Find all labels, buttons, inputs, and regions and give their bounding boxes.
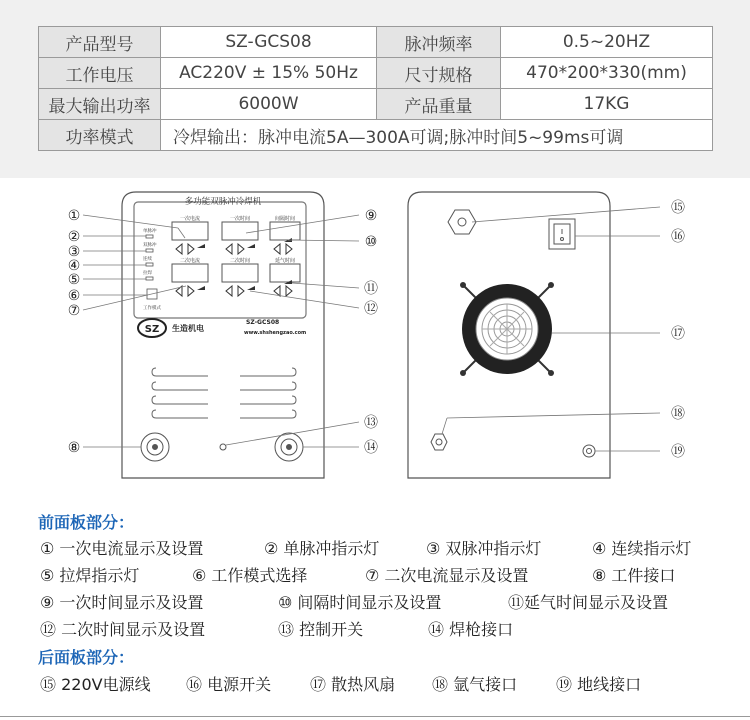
display-primary-current (172, 222, 208, 240)
display-secondary-current (172, 264, 208, 282)
display-label: 二次电流 (179, 258, 201, 264)
spec-row (39, 58, 713, 89)
front-vents (152, 368, 296, 418)
legend-item: ⑮ 220V电源线 (40, 675, 151, 694)
logo-mark: SZ (144, 324, 160, 335)
callout-10: ⑩ (364, 234, 378, 250)
legend-item: ⑭ 焊枪接口 (428, 620, 514, 639)
legend-item: ⑬ 控制开关 (278, 620, 364, 639)
display-postgas-time (270, 264, 300, 282)
callout-6: ⑥ (67, 288, 81, 304)
legend-item: ⑩ 间隔时间显示及设置 (278, 593, 442, 612)
spec-label: 最大输出功率 (39, 89, 161, 120)
cooling-fan (460, 282, 554, 376)
control-switch-socket[interactable] (220, 444, 226, 450)
spec-label: 工作电压 (39, 58, 161, 89)
callout-18: ⑱ (671, 406, 685, 422)
level-bars-icon (197, 286, 205, 290)
legend-item: ⑪延气时间显示及设置 (508, 593, 669, 612)
spec-value: SZ-GCS08 (161, 27, 377, 58)
spec-value: 0.5~20HZ (501, 27, 713, 58)
callout-3: ③ (67, 244, 81, 260)
legend-item: ③ 双脉冲指示灯 (426, 539, 542, 558)
callout-1: ① (67, 208, 81, 224)
legend-item: ② 单脉冲指示灯 (264, 539, 380, 558)
legend-item: ⑫ 二次时间显示及设置 (40, 620, 206, 639)
adjust-arrow-icon[interactable] (226, 286, 244, 296)
legend-row (40, 590, 740, 614)
legend-row (40, 672, 740, 696)
panel-diagram-svg (0, 178, 750, 500)
callout-13: ⑬ (364, 415, 378, 431)
display-primary-time (222, 222, 258, 240)
indicator-label: 双脉冲 (143, 243, 157, 248)
display-label: 延气时间 (274, 258, 296, 264)
legend-item: ⑥ 工作模式选择 (192, 566, 308, 585)
spec-row (39, 89, 713, 120)
level-bars-icon (197, 244, 205, 248)
legend-row (40, 536, 740, 560)
indicator-light-single (146, 235, 153, 238)
spec-label: 尺寸规格 (377, 58, 501, 89)
front-panel-heading: 前面板部分： (38, 513, 135, 532)
adjust-arrow-icon[interactable] (226, 244, 244, 254)
adjust-arrow-icon[interactable] (274, 286, 292, 296)
brand-logo (138, 319, 166, 337)
legend-item: ⑲ 地线接口 (556, 675, 642, 694)
callout-12: ⑫ (364, 301, 378, 317)
callout-2: ② (67, 229, 81, 245)
spec-label: 功率模式 (39, 120, 161, 151)
spec-label: 产品型号 (39, 27, 161, 58)
brand-name: 生造机电 (172, 324, 204, 333)
legend-item: ④ 连续指示灯 (592, 539, 692, 558)
spec-value: 470*200*330(mm) (501, 58, 713, 89)
spec-value: 6000W (161, 89, 377, 120)
spec-row (39, 120, 713, 151)
legend-item: ⑨ 一次时间显示及设置 (40, 593, 204, 612)
spec-table (38, 26, 713, 151)
display-label: 一次电流 (179, 216, 201, 222)
indicator-label: 连续 (143, 257, 152, 262)
legend-item: ⑤ 拉焊指示灯 (40, 566, 140, 585)
bottom-divider (0, 716, 750, 717)
callout-16: ⑯ (671, 229, 685, 245)
rear-panel-heading: 后面板部分： (38, 648, 135, 667)
legend-row (40, 617, 740, 641)
spec-value: AC220V ± 15% 50Hz (161, 58, 377, 89)
indicator-light-double (146, 249, 153, 252)
callout-11: ⑪ (364, 281, 378, 297)
legend-item: ⑱ 氩气接口 (432, 675, 518, 694)
front-panel-title: 多功能双脉冲冷焊机 (184, 197, 262, 207)
legend-item: ⑯ 电源开关 (186, 675, 272, 694)
callout-5: ⑤ (67, 272, 81, 288)
legend-item: ⑦ 二次电流显示及设置 (365, 566, 529, 585)
website: www.shshengzao.com (244, 330, 307, 336)
indicator-light-continuous (146, 263, 153, 266)
display-secondary-time (222, 264, 258, 282)
callout-7: ⑦ (67, 303, 81, 319)
legend-item: ⑰ 散热风扇 (310, 675, 396, 694)
panel-diagram (0, 178, 750, 500)
legend-row (40, 563, 740, 587)
callout-17: ⑰ (671, 326, 685, 342)
callout-14: ⑭ (364, 440, 378, 456)
mode-button-label: 工作模式 (143, 306, 161, 311)
display-interval-time (270, 222, 300, 240)
legend-item: ① 一次电流显示及设置 (40, 539, 204, 558)
legend-item: ⑧ 工件接口 (592, 566, 676, 585)
callout-19: ⑲ (671, 444, 685, 460)
spec-value: 17KG (501, 89, 713, 120)
spec-value: 冷焊输出：脉冲电流5A—300A可调;脉冲时间5~99ms可调 (161, 120, 713, 151)
spec-row (39, 27, 713, 58)
level-bars-icon (247, 244, 255, 248)
callout-8: ⑧ (67, 440, 81, 456)
adjust-arrow-icon[interactable] (176, 244, 194, 254)
spec-label: 脉冲频率 (377, 27, 501, 58)
indicator-label: 拉焊 (143, 271, 152, 276)
adjust-arrow-icon[interactable] (274, 244, 292, 254)
indicator-label: 单脉冲 (143, 229, 157, 234)
display-label: 二次时间 (229, 258, 251, 264)
indicator-light-pull (146, 277, 153, 280)
spec-label: 产品重量 (377, 89, 501, 120)
level-bars-icon (247, 286, 255, 290)
callout-9: ⑨ (364, 208, 378, 224)
model-number: SZ-GCS08 (246, 319, 280, 326)
display-label: 一次时间 (229, 216, 251, 222)
callout-15: ⑮ (671, 200, 685, 216)
display-label: 间隔时间 (274, 216, 296, 222)
callout-4: ④ (67, 258, 81, 274)
